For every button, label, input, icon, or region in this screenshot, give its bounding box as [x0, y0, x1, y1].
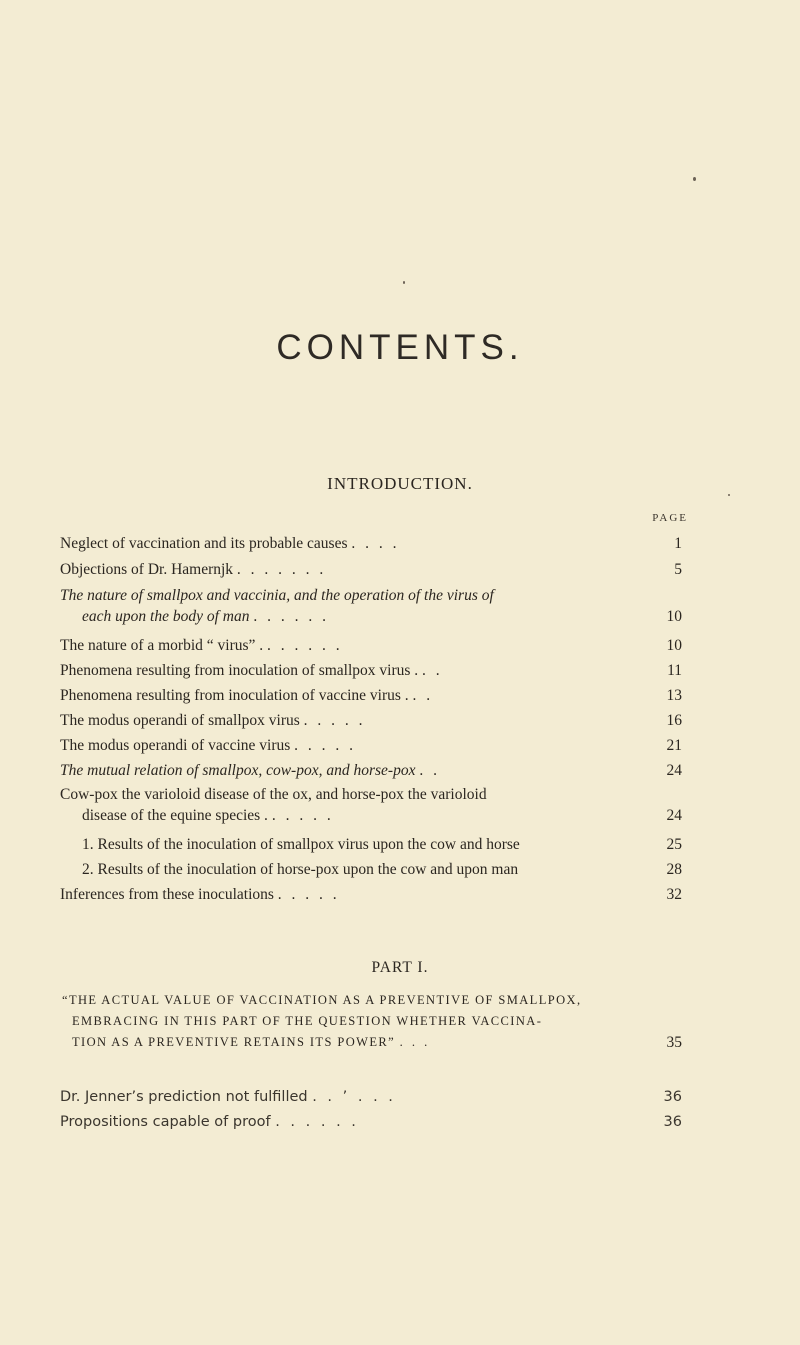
entry-title: Phenomena resulting from inoculation of smallpox virus . [60, 662, 419, 679]
toc-entry [60, 1112, 682, 1133]
page-title: CONTENTS. [276, 328, 524, 367]
entry-title: Neglect of vaccination and its probable causes [60, 535, 348, 552]
entry-page: 11 [667, 662, 682, 679]
toc-entry [60, 685, 682, 706]
entry-page: 28 [666, 861, 682, 878]
entry-title: The nature of a morbid “ virus” . [60, 637, 264, 654]
ink-speck [693, 177, 696, 181]
part-one-heading: PART I. [371, 959, 429, 976]
entry-page: 10 [666, 637, 682, 654]
toc-entry [60, 884, 682, 905]
entry-page: 36 [663, 1114, 682, 1130]
leader-dots: . . [412, 687, 434, 704]
leader-dots: . . . . . [303, 712, 366, 729]
leader-dots: . . . . . [294, 737, 357, 754]
entry-title-continued: each upon the body of man [82, 608, 250, 625]
toc-entry [60, 784, 682, 826]
toc-entry [60, 834, 682, 855]
leader-dots: . . . . . . [267, 637, 343, 654]
leader-dots: . . . . . [271, 807, 334, 824]
entry-title: The nature of smallpox and vaccinia, and the operation of the virus of [60, 587, 494, 604]
ink-speck [728, 494, 730, 496]
toc-entry [60, 533, 682, 554]
toc-entry [60, 585, 682, 627]
entry-title: Cow-pox the varioloid disease of the ox, and horse-pox the varioloid [60, 786, 487, 803]
toc-entry [60, 760, 682, 781]
leader-dots: . . [419, 762, 440, 779]
entry-title: 2. Results of the inoculation of horse-pox upon the cow and upon man [82, 861, 519, 878]
entry-page: 35 [666, 1034, 682, 1051]
toc-entry [60, 859, 682, 880]
introduction-heading: INTRODUCTION. [327, 474, 473, 493]
entry-title: Phenomena resulting from inoculation of vaccine virus . [60, 687, 409, 704]
leader-dots: . . . . . [277, 886, 340, 903]
description-line: TION AS A PREVENTIVE RETAINS ITS POWER” [72, 1035, 396, 1049]
entry-page: 36 [663, 1089, 682, 1105]
toc-entry [60, 710, 682, 731]
entry-page: 10 [666, 608, 682, 625]
leader-dots: . . ’ . . . [312, 1089, 396, 1105]
part-one-description [62, 990, 682, 1053]
entry-page: 1 [674, 535, 682, 552]
toc-entry [60, 559, 682, 580]
entry-title: The mutual relation of smallpox, cow-pox, and horse-pox [60, 762, 416, 779]
entry-title-continued: disease of the equine species . [82, 807, 268, 824]
entry-page: 24 [666, 762, 682, 779]
entry-title: The modus operandi of vaccine virus [60, 737, 291, 754]
page-column-label: PAGE [652, 512, 688, 524]
description-line: EMBRACING IN THIS PART OF THE QUESTION WHETHER VACCINA- [72, 1014, 543, 1028]
ink-speck [403, 281, 405, 284]
entry-page: 24 [666, 807, 682, 824]
entry-page: 13 [666, 687, 682, 704]
toc-entry [60, 635, 682, 656]
entry-title: Dr. Jenner’s prediction not fulfilled [60, 1089, 308, 1105]
entry-title: The modus operandi of smallpox virus [60, 712, 300, 729]
leader-dots: . . . [399, 1035, 431, 1049]
entry-page: 21 [666, 737, 682, 754]
entry-title: 1. Results of the inoculation of smallpox virus upon the cow and horse [82, 836, 520, 853]
entry-page: 16 [666, 712, 682, 729]
entry-title: Inferences from these inoculations [60, 886, 274, 903]
toc-entry [60, 660, 682, 681]
leader-dots: . . . . . . [275, 1114, 359, 1130]
toc-entry [60, 735, 682, 756]
toc-entry [60, 1087, 682, 1108]
entry-title: Objections of Dr. Hamernjk [60, 561, 234, 578]
entry-page: 25 [666, 836, 682, 853]
leader-dots: . . . . . . [253, 608, 329, 625]
entry-page: 32 [666, 886, 682, 903]
entry-page: 5 [674, 561, 682, 578]
leader-dots: . . [422, 662, 443, 679]
entry-title: Propositions capable of proof [60, 1114, 271, 1130]
leader-dots: . . . . . . . [236, 561, 327, 578]
description-line: “THE ACTUAL VALUE OF VACCINATION AS A PREVENTIVE OF SMALLPOX, [62, 993, 582, 1007]
leader-dots: . . . . [351, 535, 400, 552]
